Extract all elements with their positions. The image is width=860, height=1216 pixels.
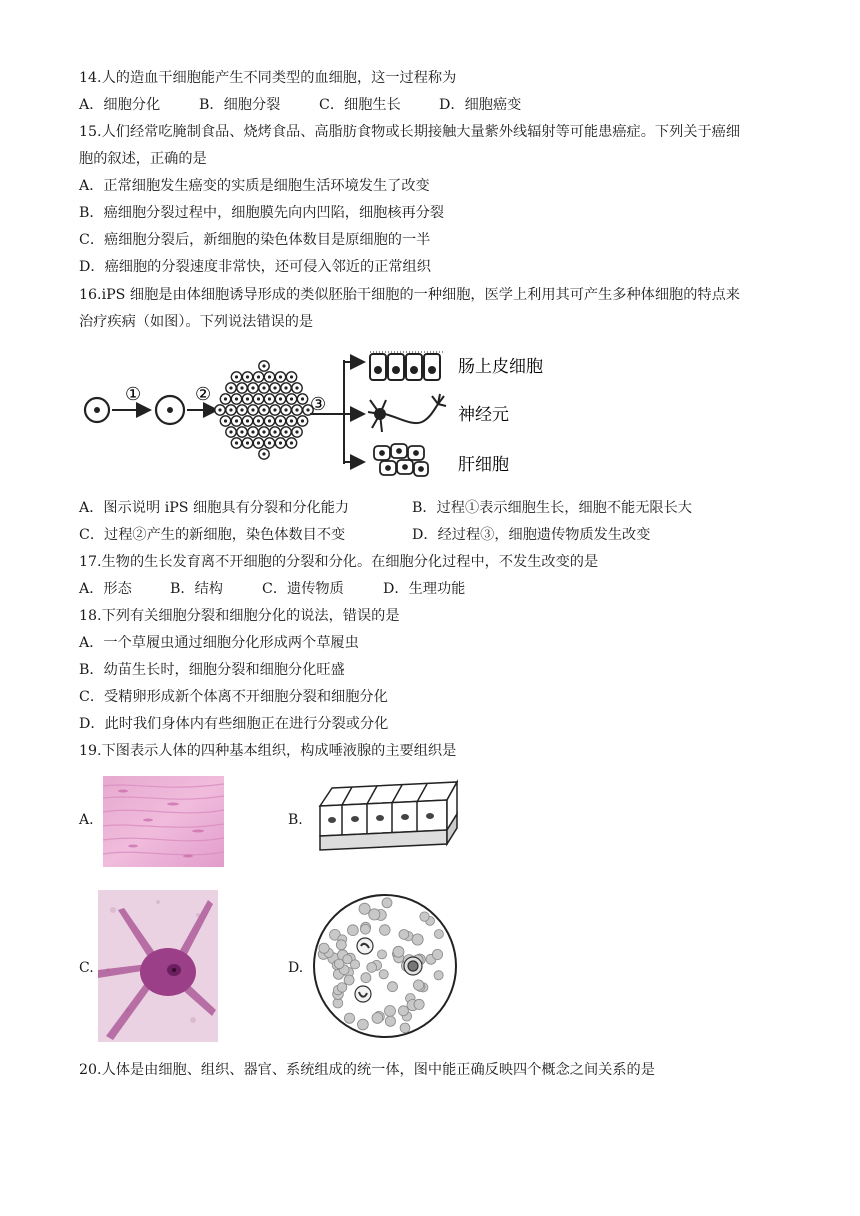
- q18-option-a: A．一个草履虫通过细胞分化形成两个草履虫: [79, 635, 359, 651]
- red-blood-cell: [369, 909, 380, 920]
- q15-option-d: D．癌细胞的分裂速度非常快，还可侵入邻近的正常组织: [79, 259, 431, 275]
- cell-mass-nucleus: [229, 430, 232, 433]
- cell-mass-nucleus: [262, 408, 265, 411]
- ips-cell-diagram: [82, 342, 562, 492]
- q14-option-a: A．细胞分化: [79, 97, 161, 113]
- red-blood-cell: [432, 949, 442, 959]
- cell-mass-nucleus: [268, 419, 271, 422]
- red-blood-cell: [367, 963, 377, 973]
- cell-mass-nucleus: [290, 441, 293, 444]
- red-blood-cell: [359, 903, 370, 914]
- intestinal-epithelium-icon: [370, 352, 444, 380]
- cell-mass-nucleus: [284, 386, 287, 389]
- red-blood-cell: [398, 1006, 408, 1016]
- cell-mass-nucleus: [279, 441, 282, 444]
- red-blood-cell: [372, 1013, 383, 1024]
- red-blood-cell: [361, 924, 371, 934]
- neuron-icon: [368, 394, 446, 432]
- cell-mass-nucleus: [301, 397, 304, 400]
- red-blood-cell: [413, 980, 423, 990]
- red-blood-cell: [414, 999, 424, 1009]
- cell-mass-nucleus: [295, 408, 298, 411]
- red-blood-cell: [434, 930, 443, 939]
- cell-mass-nucleus: [262, 452, 265, 455]
- q17-options: [79, 579, 465, 599]
- q19-label-d: D.: [288, 960, 304, 976]
- q16-option-c: C．过程②产生的新细胞，染色体数目不变: [79, 527, 346, 543]
- cell-mass-nucleus: [224, 419, 227, 422]
- cell-mass-nucleus: [279, 397, 282, 400]
- q16-options-row1: [79, 498, 692, 518]
- q15-stem-line2: 胞的叙述，正确的是: [79, 151, 207, 167]
- neuron-label: 神经元: [458, 405, 509, 425]
- red-blood-cell: [393, 946, 404, 957]
- red-blood-cell: [380, 925, 391, 936]
- q16-option-a: A．图示说明 iPS 细胞具有分裂和分化能力: [79, 500, 350, 516]
- q15-stem-line1: 15.人们经常吃腌制食品、烧烤食品、高脂肪食物或长期接触大量紫外线辐射等可能患癌症。下列关于癌细: [79, 124, 741, 140]
- cell-mass-nucleus: [235, 441, 238, 444]
- nerve-tissue-image: [98, 890, 218, 1042]
- cell-mass-nucleus: [246, 375, 249, 378]
- cell-mass-nucleus: [262, 364, 265, 367]
- red-blood-cell: [378, 950, 387, 959]
- q20-stem: 20.人体是由细胞、组织、器官、系统组成的统一体，图中能正确反映四个概念之间关系的是: [79, 1062, 655, 1078]
- red-blood-cell: [385, 1016, 395, 1026]
- liver-cell-label: 肝细胞: [458, 455, 509, 475]
- step2-label: ②: [195, 384, 212, 405]
- cell-mass-nucleus: [251, 408, 254, 411]
- red-blood-cell: [344, 975, 354, 985]
- q16-option-d: D．经过程③，细胞遗传物质发生改变: [412, 527, 651, 543]
- cell-mass-nucleus: [273, 430, 276, 433]
- cell-mass-nucleus: [273, 386, 276, 389]
- q17-stem: 17.生物的生长发育离不开细胞的分裂和分化。在细胞分化过程中，不发生改变的是: [79, 554, 599, 570]
- q15-option-a: A．正常细胞发生癌变的实质是细胞生活环境发生了改变: [79, 178, 430, 194]
- cell-mass-nucleus: [235, 375, 238, 378]
- grown-cell-nucleus: [167, 407, 173, 413]
- q16-stem-line2: 治疗疾病（如图）。下列说法错误的是: [79, 314, 314, 330]
- cell-mass-nucleus: [301, 419, 304, 422]
- cell-mass-nucleus: [279, 419, 282, 422]
- cell-mass-nucleus: [229, 386, 232, 389]
- red-blood-cell: [420, 912, 429, 921]
- q15-option-b: B．癌细胞分裂过程中，细胞膜先向内凹陷，细胞核再分裂: [79, 205, 445, 221]
- cell-mass-nucleus: [257, 375, 260, 378]
- cell-mass-nucleus: [229, 408, 232, 411]
- cell-mass-nucleus: [235, 397, 238, 400]
- cell-mass-nucleus: [290, 375, 293, 378]
- red-blood-cell: [350, 960, 359, 969]
- red-blood-cell: [334, 959, 344, 969]
- intestinal-epithelium-label: 肠上皮细胞: [458, 357, 543, 377]
- blood-tissue-image: [311, 892, 459, 1040]
- cell-mass-nucleus: [257, 419, 260, 422]
- red-blood-cell: [361, 973, 371, 983]
- cell-mass-nucleus: [246, 397, 249, 400]
- liver-cells-icon: [374, 444, 428, 476]
- q19-label-a: A.: [79, 812, 94, 828]
- q17-option-d: D．生理功能: [383, 581, 466, 597]
- cell-mass-nucleus: [240, 386, 243, 389]
- q14-option-d: D．细胞癌变: [439, 97, 522, 113]
- muscle-tissue-image: [103, 776, 224, 867]
- q18-option-b: B．幼苗生长时，细胞分裂和细胞分化旺盛: [79, 662, 345, 678]
- cell-mass-nucleus: [251, 386, 254, 389]
- cell-mass-nucleus: [290, 397, 293, 400]
- cell-mass-nucleus: [273, 408, 276, 411]
- red-blood-cell: [434, 971, 443, 980]
- red-blood-cell: [348, 925, 359, 936]
- cell-mass-nucleus: [268, 397, 271, 400]
- ips-cell-nucleus: [94, 407, 100, 413]
- q14-option-c: C．细胞生长: [319, 97, 401, 113]
- cell-mass-nucleus: [262, 430, 265, 433]
- q18-option-c: C．受精卵形成新个体离不开细胞分裂和细胞分化: [79, 689, 388, 705]
- cell-mass: [215, 361, 313, 459]
- red-blood-cell: [344, 1013, 354, 1023]
- q17-option-c: C．遗传物质: [262, 581, 344, 597]
- red-blood-cell: [382, 898, 392, 908]
- red-blood-cell: [400, 1023, 410, 1033]
- cell-mass-nucleus: [284, 430, 287, 433]
- cell-mass-nucleus: [240, 408, 243, 411]
- step3-label: ③: [310, 394, 327, 415]
- red-blood-cell: [412, 934, 423, 945]
- cell-mass-nucleus: [268, 441, 271, 444]
- red-blood-cell: [337, 983, 347, 993]
- q16-options-row2: [79, 525, 650, 545]
- cell-mass-nucleus: [284, 408, 287, 411]
- red-blood-cell: [379, 970, 388, 979]
- cell-mass-nucleus: [246, 441, 249, 444]
- cell-mass-nucleus: [224, 397, 227, 400]
- q19-stem: 19.下图表示人体的四种基本组织，构成唾液腺的主要组织是: [79, 743, 457, 759]
- red-blood-cell: [385, 1006, 396, 1017]
- q14-options: [79, 95, 521, 115]
- q19-label-c: C.: [79, 960, 94, 976]
- cell-mass-nucleus: [251, 430, 254, 433]
- cell-mass-nucleus: [295, 386, 298, 389]
- q19-label-b: B.: [288, 812, 303, 828]
- cell-mass-nucleus: [290, 419, 293, 422]
- cell-mass-nucleus: [262, 386, 265, 389]
- cell-mass-nucleus: [257, 397, 260, 400]
- red-blood-cell: [388, 982, 398, 992]
- step1-label: ①: [125, 384, 142, 405]
- q18-option-d: D．此时我们身体内有些细胞正在进行分裂或分化: [79, 716, 389, 732]
- cell-mass-nucleus: [240, 430, 243, 433]
- q14-option-b: B．细胞分裂: [199, 97, 281, 113]
- cell-mass-nucleus: [218, 408, 221, 411]
- cell-mass-nucleus: [268, 375, 271, 378]
- cell-mass-nucleus: [246, 419, 249, 422]
- red-blood-cell: [358, 1019, 369, 1030]
- ips-diagram-svg: [82, 342, 562, 492]
- q15-option-c: C．癌细胞分裂后，新细胞的染色体数目是原细胞的一半: [79, 232, 431, 248]
- cell-mass-nucleus: [279, 375, 282, 378]
- epithelial-tissue-image: [312, 778, 464, 860]
- red-blood-cell: [336, 940, 346, 950]
- q18-stem: 18.下列有关细胞分裂和细胞分化的说法，错误的是: [79, 608, 400, 624]
- cell-mass-nucleus: [235, 419, 238, 422]
- q17-option-b: B．结构: [170, 581, 223, 597]
- q16-option-b: B．过程①表示细胞生长，细胞不能无限长大: [412, 500, 692, 516]
- q14-stem: 14.人的造血干细胞能产生不同类型的血细胞，这一过程称为: [79, 70, 457, 86]
- red-blood-cell: [399, 930, 409, 940]
- q17-option-a: A．形态: [79, 581, 132, 597]
- cell-mass-nucleus: [295, 430, 298, 433]
- red-blood-cell: [319, 943, 329, 953]
- cell-mass-nucleus: [257, 441, 260, 444]
- q16-stem-line1: 16.iPS 细胞是由体细胞诱导形成的类似胚胎干细胞的一种细胞，医学上利用其可产生多种体细胞的特点来: [79, 287, 740, 303]
